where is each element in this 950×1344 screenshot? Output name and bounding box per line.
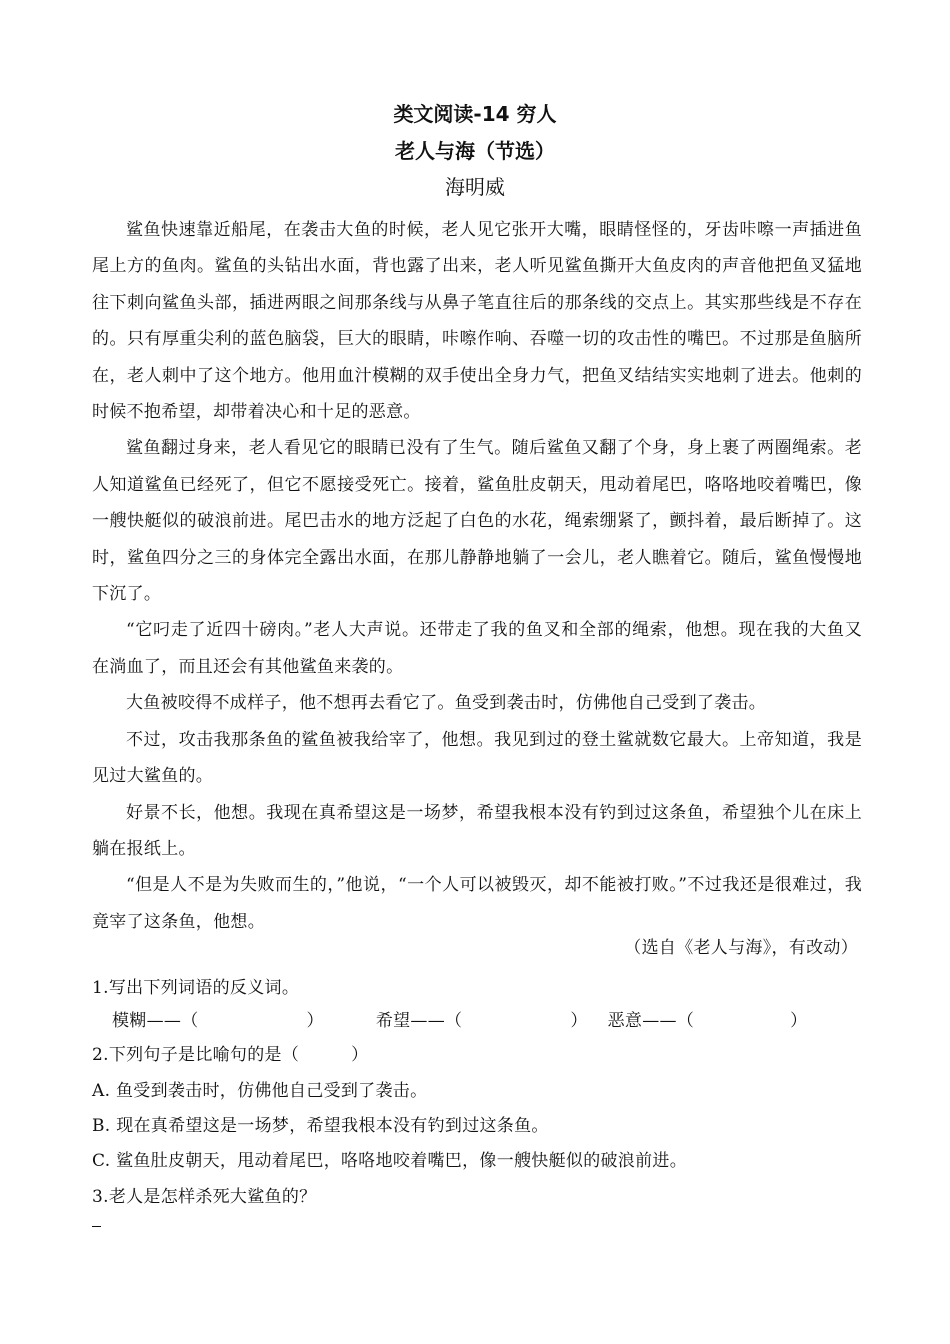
paragraph: 不过，攻击我那条鱼的鲨鱼被我给宰了，他想。我见到过的登土鲨就数它最大。上帝知道，我是见过大鲨鱼的。	[92, 729, 862, 787]
source-citation: （选自《老人与海》，有改动）	[624, 938, 858, 958]
option-b[interactable]: B. 现在真希望这是一场梦，希望我根本没有钓到过这条鱼。	[92, 1116, 549, 1136]
antonym-item-2: 希望——（	[375, 1011, 463, 1031]
antonym-item-1: 模糊——（	[112, 1011, 199, 1031]
article-title: 老人与海（节选）	[395, 139, 555, 163]
question-2-stem	[92, 1040, 368, 1065]
document-title: 类文阅读-14 穷人	[393, 102, 557, 126]
bracket-close: ）	[351, 1045, 369, 1065]
paragraph: 鲨鱼翻过身来，老人看见它的眼睛已没有了生气。随后鲨鱼又翻了个身，身上裹了两圈绳索。老人知道鲨鱼已经死了，但它不愿接受死亡。接着，鲨鱼肚皮朝天，甩动着尾巴，咯咯地咬着嘴巴，像一艘快艇似的破浪前进。尾巴击水的地方泛起了白色的水花，绳索绷紧了，颤抖着，最后断掉了。这时，鲨鱼四分之三的身体完全露出水面，在那儿静静地躺了一会儿，老人瞧着它。随后，鲨鱼慢慢地下沉了。	[92, 438, 862, 605]
option-c[interactable]: C. 鲨鱼肚皮朝天，甩动着尾巴，咯咯地咬着嘴巴，像一艘快艇似的破浪前进。	[92, 1151, 688, 1171]
question-1-stem: 1.写出下列词语的反义词。	[92, 978, 300, 998]
paragraph: “它叼走了近四十磅肉。”老人大声说。还带走了我的鱼叉和全部的绳索，他想。现在我的大鱼又在淌血了，而且还会有其他鲨鱼来袭的。	[92, 620, 862, 677]
option-a[interactable]: A. 鱼受到袭击时，仿佛他自己受到了袭击。	[92, 1081, 428, 1101]
paragraph: “但是人不是为失败而生的，”他说，“一个人可以被毁灭，却不能被打败。”不过我还是很难过，我竟宰了这条鱼，他想。	[92, 875, 862, 932]
paragraph: 鲨鱼快速靠近船尾，在袭击大鱼的时候，老人见它张开大嘴，眼睛怪怪的，牙齿咔嚓一声插进鱼尾上方的鱼肉。鲨鱼的头钻出水面，背也露了出来，老人听见鲨鱼撕开大鱼皮肉的声音他把鱼叉猛地往下刺向鲨鱼头部，插进两眼之间那条线与从鼻子笔直往后的那条线的交点上。其实那些线是不存在的。只有厚重尖利的蓝色脑袋，巨大的眼睛，咔嚓作响、吞噬一切的攻击性的嘴巴。不过那是鱼脑所在，老人刺中了这个地方。他用血汁模糊的双手使出全身力气，把鱼叉结结实实地刺了进去。他刺的时候不抱希望，却带着决心和十足的恶意。	[92, 220, 862, 423]
bracket-close: ）	[570, 1011, 588, 1031]
question-3-stem: 3.老人是怎样杀死大鲨鱼的？	[92, 1187, 317, 1207]
question-1-items	[112, 1006, 807, 1031]
article-author: 海明威	[445, 175, 505, 199]
bracket-close: ）	[790, 1011, 808, 1031]
paragraph: 大鱼被咬得不成样子，他不想再去看它了。鱼受到袭击时，仿佛他自己受到了袭击。	[126, 693, 767, 714]
answer-line[interactable]	[92, 1226, 101, 1227]
paragraph: 好景不长，他想。我现在真希望这是一场梦，希望我根本没有钓到过这条鱼，希望独个儿在床上躺在报纸上。	[92, 802, 862, 859]
antonym-item-3: 恶意——（	[607, 1011, 695, 1031]
question-2-text: 2.下列句子是比喻句的是（	[92, 1045, 300, 1065]
article-body	[92, 212, 862, 940]
bracket-close: ）	[306, 1011, 324, 1031]
